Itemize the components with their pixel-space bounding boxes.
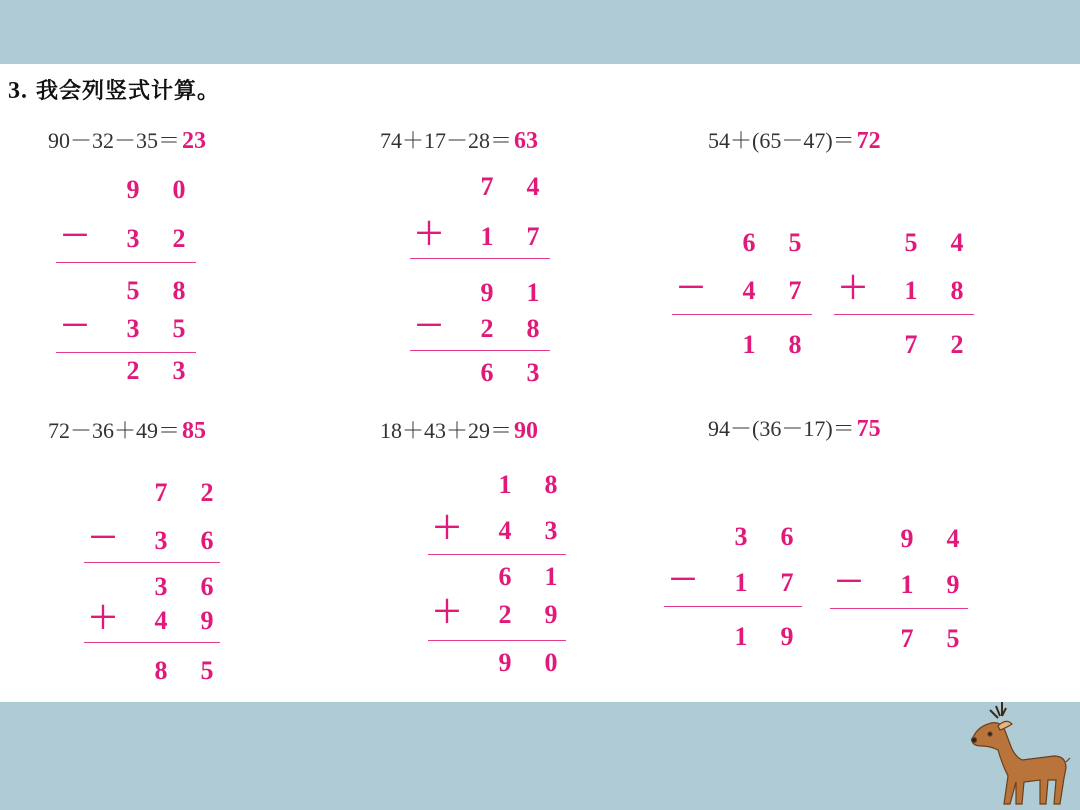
digit: 8 (544, 470, 558, 499)
operator-sign: － (88, 522, 118, 555)
digit: 8 (526, 314, 540, 343)
digit: 8 (172, 276, 186, 305)
problem-5-equation (380, 414, 538, 445)
digit: 7 (780, 568, 794, 597)
operator-sign: ＋ (432, 596, 462, 629)
result-line (428, 640, 566, 641)
problem-3-equation (708, 124, 881, 155)
digit: 1 (734, 568, 748, 597)
digit: 1 (498, 470, 512, 499)
operator-sign: － (834, 566, 864, 599)
operator-sign: ＋ (432, 512, 462, 545)
digit: 6 (200, 572, 214, 601)
operator-sign: － (60, 310, 90, 343)
problem-2-answer: 63 (514, 128, 539, 154)
result-line (830, 608, 968, 609)
digit: 9 (900, 524, 914, 553)
problem-5-expression: 18＋43＋29＝ (380, 418, 513, 443)
operator-sign: ＋ (838, 272, 868, 305)
operator-sign: － (414, 310, 444, 343)
problem-1-equation (48, 124, 206, 155)
digit: 1 (544, 562, 558, 591)
digit: 1 (734, 622, 748, 651)
problem-1-expression: 90－32－35＝ (48, 128, 181, 153)
digit: 9 (946, 570, 960, 599)
digit: 8 (950, 276, 964, 305)
exercise-instruction: 我会列竖式计算。 (36, 79, 221, 104)
result-line (56, 352, 196, 353)
result-line (84, 642, 220, 643)
problem-1-answer: 23 (182, 128, 207, 154)
digit: 7 (788, 276, 802, 305)
operator-sign: ＋ (414, 218, 444, 251)
digit: 2 (126, 356, 140, 385)
digit: 2 (498, 600, 512, 629)
problem-6-expression: 94－(36－17)＝ (708, 416, 855, 441)
digit: 2 (950, 330, 964, 359)
exercise-title (8, 74, 220, 105)
digit: 3 (734, 522, 748, 551)
digit: 6 (780, 522, 794, 551)
result-line (410, 350, 550, 351)
digit: 3 (526, 358, 540, 387)
digit: 7 (154, 478, 168, 507)
digit: 1 (904, 276, 918, 305)
digit: 7 (900, 624, 914, 653)
digit: 1 (480, 222, 494, 251)
digit: 4 (742, 276, 756, 305)
problem-3-expression: 54＋(65－47)＝ (708, 128, 855, 153)
digit: 5 (904, 228, 918, 257)
problem-5-answer: 90 (514, 418, 539, 444)
digit: 9 (126, 175, 140, 204)
digit: 2 (480, 314, 494, 343)
digit: 9 (780, 622, 794, 651)
problem-4-expression: 72－36＋49＝ (48, 418, 181, 443)
digit: 8 (154, 656, 168, 685)
operator-sign: － (60, 220, 90, 253)
operator-sign: － (668, 564, 698, 597)
digit: 7 (480, 172, 494, 201)
digit: 2 (172, 224, 186, 253)
problem-3-answer: 72 (856, 128, 881, 154)
deer-illustration (962, 700, 1072, 806)
digit: 3 (154, 526, 168, 555)
digit: 6 (498, 562, 512, 591)
result-line (664, 606, 802, 607)
operator-sign: － (676, 272, 706, 305)
result-line (834, 314, 974, 315)
result-line (410, 258, 550, 259)
digit: 3 (544, 516, 558, 545)
problem-2-equation (380, 124, 538, 155)
exercise-number: 3. (8, 78, 28, 104)
digit: 4 (946, 524, 960, 553)
digit: 5 (946, 624, 960, 653)
digit: 6 (742, 228, 756, 257)
digit: 3 (126, 314, 140, 343)
digit: 2 (200, 478, 214, 507)
problem-2-expression: 74＋17－28＝ (380, 128, 513, 153)
digit: 5 (788, 228, 802, 257)
digit: 4 (154, 606, 168, 635)
digit: 8 (788, 330, 802, 359)
digit: 9 (480, 278, 494, 307)
digit: 5 (200, 656, 214, 685)
digit: 9 (200, 606, 214, 635)
digit: 1 (742, 330, 756, 359)
header-band (0, 0, 1080, 64)
result-line (56, 262, 196, 263)
digit: 9 (498, 648, 512, 677)
digit: 3 (172, 356, 186, 385)
result-line (84, 562, 220, 563)
digit: 0 (172, 175, 186, 204)
digit: 4 (526, 172, 540, 201)
problem-6-equation (708, 412, 881, 443)
problem-4-answer: 85 (182, 418, 207, 444)
result-line (672, 314, 812, 315)
operator-sign: ＋ (88, 602, 118, 635)
digit: 1 (526, 278, 540, 307)
result-line (428, 554, 566, 555)
digit: 3 (154, 572, 168, 601)
digit: 4 (950, 228, 964, 257)
digit: 0 (544, 648, 558, 677)
digit: 5 (172, 314, 186, 343)
footer-band (0, 702, 1080, 810)
digit: 7 (904, 330, 918, 359)
digit: 6 (480, 358, 494, 387)
digit: 1 (900, 570, 914, 599)
problem-4-equation (48, 414, 206, 445)
digit: 3 (126, 224, 140, 253)
digit: 6 (200, 526, 214, 555)
digit: 7 (526, 222, 540, 251)
digit: 9 (544, 600, 558, 629)
digit: 4 (498, 516, 512, 545)
problem-6-answer: 75 (856, 416, 881, 442)
digit: 5 (126, 276, 140, 305)
